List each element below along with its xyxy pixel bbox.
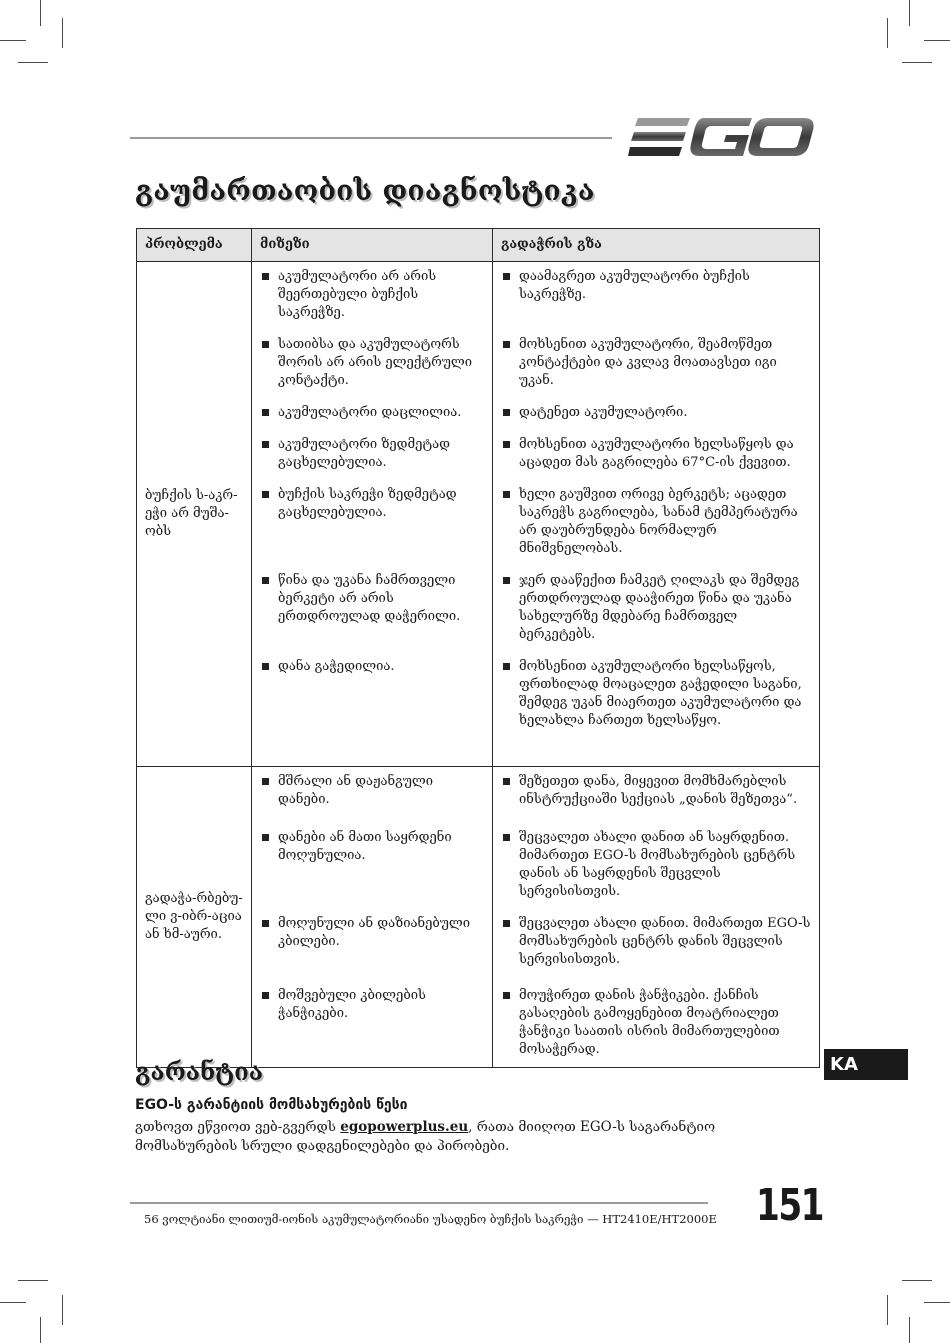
crop-mark [909, 1317, 910, 1343]
cause-item [260, 658, 484, 730]
solution-text: მოუჭირეთ დანის ჭანჭიკები. ქანჩის გასაღების გამოყენებით მოატრიალეთ ჭანჭიკი საათის ისრის მიმართულებით მოსაჭერად. [519, 988, 780, 1057]
solution-text: შეცვალეთ ახალი დანით. მიმართეთ EGO-ს მომსახურების ცენტრს დანის შეცვლის სერვისისთვის. [519, 916, 811, 967]
bullet-icon [262, 341, 269, 348]
page-number: 151 [756, 1180, 823, 1231]
cause-cell [252, 262, 493, 767]
table-row [137, 767, 820, 1068]
table-row [137, 262, 820, 767]
warranty-subtitle: EGO-ს გარანტიის მომსახურების წესი [135, 1097, 408, 1113]
solution-text: მოხსენით აკუმულატორი ხელსაწყოს და აცადეთ მას გაგრილება 67°C-ის ქვევით. [519, 437, 794, 470]
cause-cell [252, 767, 493, 1068]
cause-item [260, 486, 484, 558]
warranty-text-after: , რათა მიიღოთ EGO-ს საგარანტიო მომსახურების სრული დადგენილებები და პირობები. [135, 1119, 716, 1154]
solution-item [501, 915, 811, 973]
warranty-title: გარანტია [135, 1057, 264, 1086]
cause-item [260, 436, 484, 472]
solution-item [501, 436, 811, 472]
crop-mark [62, 18, 63, 48]
header-solution: გადაჭრის გზა [493, 229, 820, 262]
solution-item [501, 404, 811, 422]
solution-item [501, 336, 811, 390]
cause-text: წინა და უკანა ჩამრთველი ბერკეტი არ არის ერთდროულად დაჭერილი. [278, 573, 461, 624]
bullet-icon [262, 920, 269, 927]
crop-mark [18, 1280, 48, 1281]
crop-mark [902, 62, 932, 63]
cause-text: სათიბსა და აკუმულატორს შორის არ არის ელექტრული კონტაქტი. [278, 337, 473, 388]
solution-text: შეცვალეთ ახალი დანით ან საყრდენით. მიმართეთ EGO-ს მომსახურების ცენტრს დანის ან საყრდენის შეცვლის სერვისისთვის. [519, 830, 796, 899]
cause-item [260, 336, 484, 390]
crop-mark [887, 18, 888, 48]
bullet-icon [503, 441, 510, 448]
crop-mark [0, 40, 26, 41]
cause-text: აკუმულატორი დაცლილია. [278, 405, 462, 420]
bullet-icon [503, 341, 510, 348]
problem-cell: ბუჩქის ს-აკრ-ეჭი არ მუშა-ობს [137, 262, 252, 767]
solution-item [501, 268, 811, 322]
bullet-icon [503, 778, 510, 785]
troubleshooting-table [136, 228, 820, 1068]
crop-mark [62, 1295, 63, 1325]
cause-item [260, 268, 484, 322]
cause-item [260, 773, 484, 815]
ego-logo [628, 112, 814, 162]
solution-text: ჯერ დააწექით ჩამკეტ ღილაკს და შემდეგ ერთდროულად დააჭირეთ წინა და უკანა სახელურზე მდებარე ჩამრთველ ბერკეტებს. [519, 573, 800, 642]
cause-text: აკუმულატორი ზედმეტად გაცხელებულია. [278, 437, 451, 470]
bullet-icon [262, 992, 269, 999]
solution-cell [493, 767, 820, 1068]
bullet-icon [262, 663, 269, 670]
table-header-row [137, 229, 820, 262]
bullet-icon [262, 409, 269, 416]
language-tab: KA [824, 1049, 908, 1080]
bullet-icon [503, 491, 510, 498]
cause-text: მოშვებული კბილების ჭანჭიკები. [278, 988, 426, 1021]
cause-text: მოღუნული ან დაზიანებული კბილები. [278, 916, 471, 949]
cause-item [260, 572, 484, 644]
cause-text: ბუჩქის საკრეჭი ზედმეტად გაცხელებულია. [278, 487, 457, 520]
cause-item [260, 915, 484, 973]
cause-item [260, 829, 484, 901]
footer-rule [130, 1202, 708, 1204]
bullet-icon [503, 992, 510, 999]
cause-text: მშრალი ან დაჟანგული დანები. [278, 774, 434, 807]
bullet-icon [503, 663, 510, 670]
cause-item [260, 404, 484, 422]
cause-text: დანები ან მათი საყრდენი მოღუნულია. [278, 830, 452, 863]
solution-item [501, 658, 811, 730]
crop-mark [40, 0, 41, 26]
bullet-icon [503, 409, 510, 416]
solution-item [501, 773, 811, 815]
crop-mark [40, 1317, 41, 1343]
solution-text: მოხსენით აკუმულატორი ხელსაწყოს, ფრთხილად მოაცალეთ გაჭედილი საგანი, შემდეგ უკან მიაერთეთ აკუმულატორი და ხელახლა ჩართეთ ხელსაწყო. [519, 659, 802, 728]
solution-item [501, 486, 811, 558]
bullet-icon [503, 577, 510, 584]
page-title: გაუმართაობის დიაგნოსტიკა [135, 174, 595, 207]
solution-text: შეზეთეთ დანა, მიყევით მომხმარებლის ინსტრუქციაში სექციას „დანის შეზეთვა“. [519, 774, 798, 807]
problem-cell: გადაჭა-რბებუ-ლი ვ-იბრ-აცია ან ხმ-აური. [137, 767, 252, 1068]
bullet-icon [503, 834, 510, 841]
warranty-link[interactable]: egopowerplus.eu [340, 1119, 469, 1135]
warranty-paragraph [135, 1118, 775, 1156]
header-problem: პრობლემა [137, 229, 252, 262]
bullet-icon [262, 491, 269, 498]
crop-mark [0, 1302, 26, 1303]
solution-cell [493, 262, 820, 767]
bullet-icon [262, 577, 269, 584]
bullet-icon [262, 441, 269, 448]
solution-item [501, 829, 811, 901]
solution-text: მოხსენით აკუმულატორი, შეამოწმეთ კონტაქტები და კვლავ მოათავსეთ იგი უკან. [519, 337, 777, 388]
bullet-icon [503, 920, 510, 927]
footer-text: 56 ვოლტიანი ლითიუმ-იონის აკუმულატორიანი უსადენო ბუჩქის საკრეჭი — HT2410E/HT2000E [144, 1212, 717, 1226]
cause-text: დანა გაჭედილია. [278, 659, 395, 674]
crop-mark [887, 1295, 888, 1325]
cause-text: აკუმულატორი არ არის შეერთებული ბუჩქის საკრეჭზე. [278, 269, 437, 320]
solution-text: დაამაგრეთ აკუმულატორი ბუჩქის საკრეჭზე. [519, 269, 750, 302]
crop-mark [902, 1280, 932, 1281]
bullet-icon [262, 273, 269, 280]
header-cause: მიზეზი [252, 229, 493, 262]
solution-text: დატენეთ აკუმულატორი. [519, 405, 688, 420]
cause-item [260, 987, 484, 1059]
bullet-icon [503, 273, 510, 280]
crop-mark [924, 40, 950, 41]
crop-mark [909, 0, 910, 26]
bullet-icon [262, 834, 269, 841]
solution-item [501, 572, 811, 644]
header-rule [130, 137, 612, 139]
solution-item [501, 987, 811, 1059]
solution-text: ხელი გაუშვით ორივე ბერკეტს; აცადეთ საკრეჭს გაგრილება, სანამ ტემპერატურა არ დაუბრუნდება ნორმალურ მნიშვნელობას. [519, 487, 798, 556]
crop-mark [924, 1302, 950, 1303]
warranty-text-before: გთხოვთ ეწვიოთ ვებ-გვერდს [135, 1119, 341, 1135]
bullet-icon [262, 778, 269, 785]
crop-mark [18, 62, 48, 63]
